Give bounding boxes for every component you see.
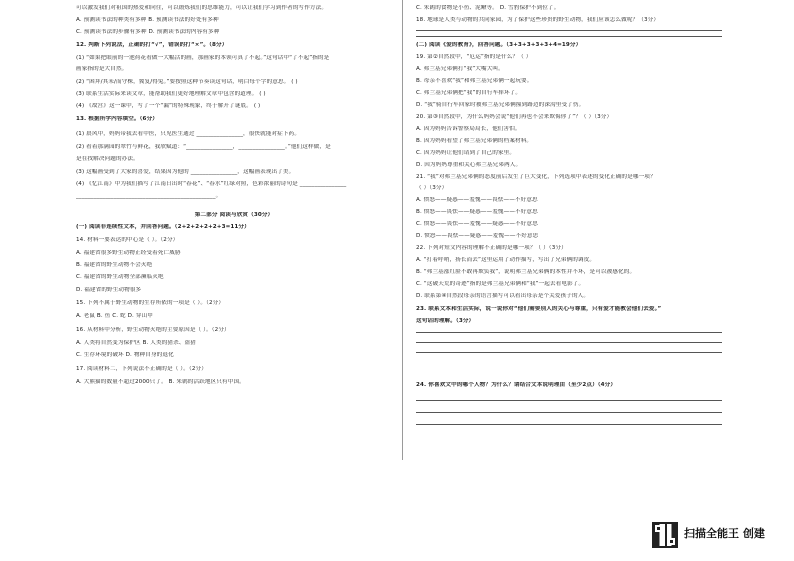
question-line: (1) 晨风中，妈妈带我去看中医，只见医生通过 ________________，很快就能对症下药。 <box>76 131 301 137</box>
question-line: 12. 判断下列说法，正确的打“√”，错误的打“×”。（8分） <box>76 42 228 48</box>
question-line: D. “我”骑自行车回家时被弗兰基兄弟俩撞到路边的深沟里受了伤。 <box>416 102 585 108</box>
answer-line[interactable] <box>416 424 722 425</box>
question-line: A. 预测读书法的种类有多种 B. 预测读书法的好处有多种 <box>76 17 219 23</box>
answer-line[interactable] <box>416 352 722 353</box>
question-line: (4) 《忆江南》中为我们描写了江南日出时“春花”、“春水”红绿对照，色彩浓丽的诗句是 ________________ <box>76 181 347 187</box>
question-line: 22. 下列对短文内容的理解不正确的是哪一项？（ ）（3分） <box>416 245 567 251</box>
question-line: (2) “困拜/其未/而守株，冀复/得兔。”要按照这种节奏读这句话，明白每个字的意思。 ( ) <box>76 79 298 85</box>
question-line: （ ）（3分） <box>416 185 448 191</box>
question-line: C. 预测读书法的步骤有多种 D. 预测读书法的内容有多种 <box>76 29 220 35</box>
question-line: B. 福建省的野生动物不会灭绝 <box>76 262 153 268</box>
question-line: D. 因为妈妈尊重和关心弗兰基兄弟两人。 <box>416 162 522 168</box>
question-line: (2) 看着那满园的翠竹与鲜花，我欣赋道：“________________，________________。”他们这样做，是 <box>76 144 331 150</box>
question-line: 可以激发我们对祖国的热爱和向往，可以锻炼我们的思维能力，可以让我们学习到作者的写作方法。 <box>76 5 328 11</box>
question-line: C. 朱鹮的食物是小鱼、泥鳅等。 D. 雪豹保护不到位了。 <box>416 5 560 11</box>
scanner-watermark: 扫描全能王 创建 <box>684 527 765 540</box>
question-line: B. 母亲不喜欢“我”和弗兰基兄弟俩一起玩耍。 <box>416 78 533 84</box>
question-line: D. 愤怒——畏怯——疑惑——羞愧——不好意思 <box>416 233 539 239</box>
question-line: B. 愤怒——畏怯——疑惑——羞愧——不好意思 <box>416 209 538 215</box>
answer-line[interactable] <box>416 36 722 37</box>
question-line: 15. 下列不属于野生动物的生存所依的一项是（ ）。（2分） <box>76 300 225 306</box>
question-line: 第二部分 阅读与欣赏（30分） <box>194 212 274 218</box>
question-line: (3) 这幅画受到了大家的喜爱，结果因为他的 ________________，这幅画表现出了美。 <box>76 169 295 175</box>
question-line: 19. 第②自然段中，“厄运”指的是什么？（ ） <box>416 54 532 60</box>
question-line: 16. 从材料中分析，野生动物灭绝的主要原因是（ ）。（2分） <box>76 327 230 333</box>
question-line: B. “弗兰基涨红脸不敢再欺负我”，说明弗兰基兄弟俩的本性并不坏，是可以被感化的。 <box>416 269 636 275</box>
question-line: A. 人类将自然变为保护区 B. 人类的猎杀、盗猎 <box>76 340 196 346</box>
question-line: C. 生存环境的破坏 D. 物种自身的退化 <box>76 352 174 358</box>
question-line: 13. 根据所学内容填空。（6分） <box>76 116 158 122</box>
question-line: B. 因为妈妈看望了弗兰基兄弟俩的档案材料。 <box>416 138 533 144</box>
question-line: A. 福建省很多野生动物正经受着死亡威胁 <box>76 250 181 256</box>
question-line: (1) “如果把眼前的一池荷花看做一大幅活的画，那画家的本领可真了不起。”这句话中“了不起”指的是 <box>76 55 330 61</box>
qr-code-icon <box>652 522 678 548</box>
question-line: 17. 阅读材料二，下列说法不正确的是（ ）。（2分） <box>76 366 207 372</box>
question-line: 14. 材料一要表达的中心是（ ）。（2分） <box>76 237 179 243</box>
question-line: A. “打着呼哨，扬长而去”这里运用了动作描写，写出了兄弟俩的调皮。 <box>416 257 596 263</box>
question-line: C. 弗兰基兄弟俩把“我”的自行车摔坏了。 <box>416 90 522 96</box>
question-line: 23. 联系文本和生活实际，说一说你对“他们需要别人的关心与尊重，只有爱才能教会他们去爱。” <box>416 306 662 312</box>
question-line: D. 联系第④自然段母亲的语言描写可以看出母亲是个关爱孩子的人。 <box>416 293 590 299</box>
question-line: A. 弗兰基兄弟俩打“我”大嘴大叫。 <box>416 66 504 72</box>
question-line: 这句话的理解。（3分） <box>416 318 475 324</box>
question-line: C. 因为妈妈让他们请到了自己的家里。 <box>416 150 516 156</box>
answer-line[interactable] <box>416 332 722 333</box>
answer-line[interactable] <box>416 400 722 401</box>
question-line: 是在找解决问题的办法。 <box>76 156 139 162</box>
question-line: A. 因为妈妈告诉警察局局长，他们害怕。 <box>416 126 521 132</box>
question-line: (一) 阅读非连续性文本，并回答问题。（2+2+2+2+2+3=11分） <box>76 224 250 230</box>
answer-line[interactable] <box>416 342 722 343</box>
answer-line[interactable] <box>416 30 722 31</box>
question-line: (4) 《故宫》这一课中，写了一个“漏”的特殊现象，终于解开了谜底。 ( ) <box>76 103 261 109</box>
question-line: ________________________________________________。 <box>76 193 222 199</box>
answer-line[interactable] <box>416 412 722 413</box>
question-line: C. 愤怒——畏怯——羞愧——疑惑——不好意思 <box>416 221 538 227</box>
question-line: 画家指的是大自然。 <box>76 66 128 72</box>
question-line: 18. 地球是人类与动物的共同家园，为了保护这些珍贵的野生动物，我们应该怎么做呢？（3分） <box>416 17 660 23</box>
question-line: 21. “我”对弗兰基兄弟俩的态度前后发生了巨大变化，下列选项中表述的变化正确的是哪一项？ <box>416 174 656 180</box>
column-divider <box>402 0 403 460</box>
question-line: C. 福建省的野生动物全部濒临灭绝 <box>76 274 164 280</box>
question-line: A. 愤怒——疑惑——羞愧——畏怯——不好意思 <box>416 197 538 203</box>
question-line: (3) 联系生活实际来读文章，能帮助我们更好地理解文章中包含的道理。 ( ) <box>76 91 266 97</box>
question-line: A. 大熊猫的数量不超过2000只了。 B. 朱鹮的活跃地区只有中国。 <box>76 379 245 385</box>
question-line: 20. 第③自然段中，为什么妈妈会说“他们再也不会来欺侮你了”？（ ）（3分） <box>416 114 613 120</box>
question-line: 24. 你喜欢文中的哪个人物？为什么？请结合文本说明理由（至少2点）（4分） <box>416 382 617 388</box>
question-line: D. 福建省的野生动物很多 <box>76 287 142 293</box>
question-line: (二) 阅读《爱的教育》，回答问题。（3+3+3+3+3+4=19分） <box>416 42 582 48</box>
question-line: A. 老鼠 B. 鱼 C. 蛇 D. 穿山甲 <box>76 313 153 319</box>
question-line: C. “这破天荒的奇迹”指的是弗兰基兄弟俩和“我”一起去看电影了。 <box>416 281 585 287</box>
